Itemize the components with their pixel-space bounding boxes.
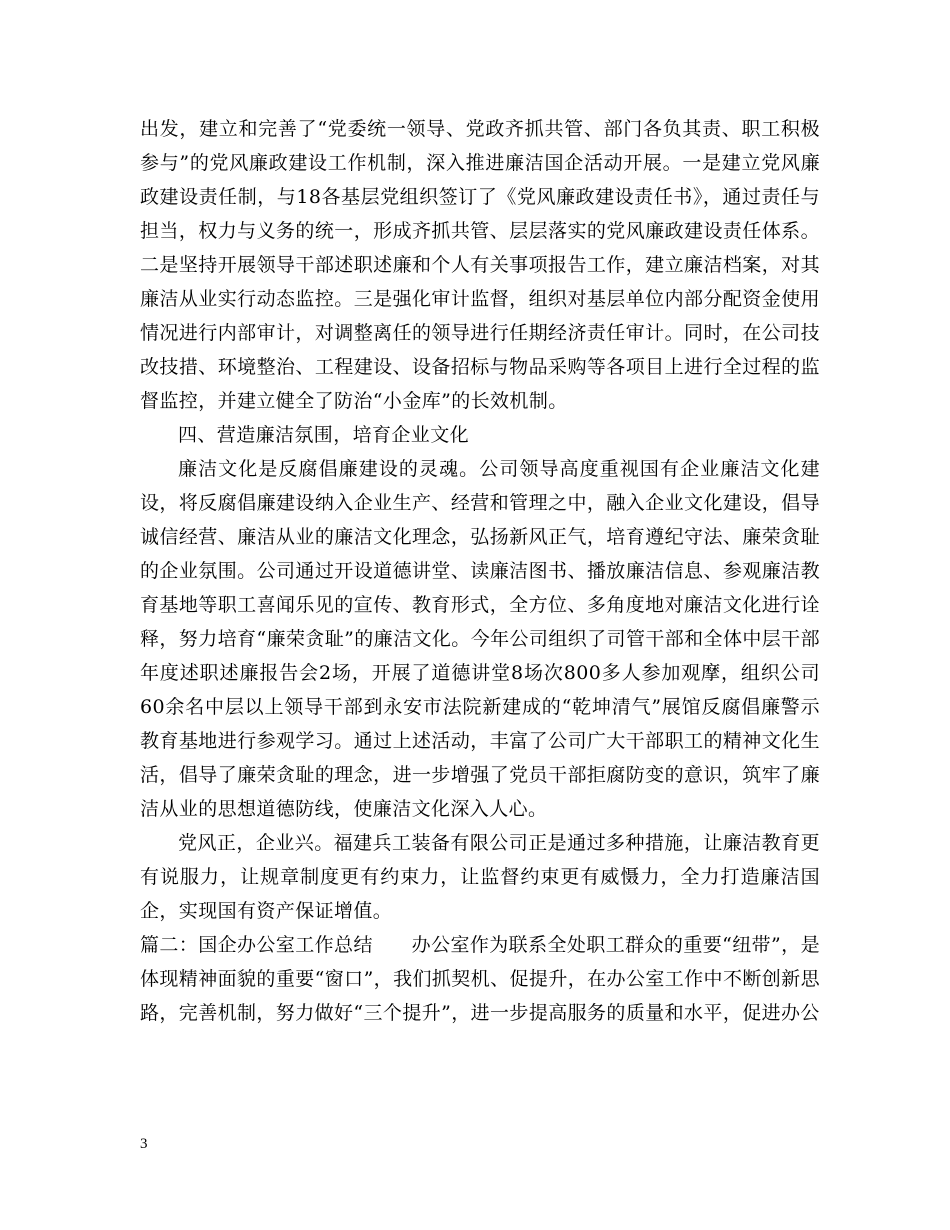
paragraph-continuation: 出发，建立和完善了“党委统一领导、党政齐抓共管、部门各负其责、职工积极参与”的党风廉政建设工作机制，深入推进廉洁国企活动开展。一是建立党风廉政建设责任制，与18各基层党组织签订了《党风廉政建设责任书》，通过责任与担当，权力与义务的统一，形成齐抓共管、层层落实的党风廉政建设责任体系。二是坚持开展领导干部述职述廉和个人有关事项报告工作，建立廉洁档案，对其廉洁从业实行动态监控。三是强化审计监督，组织对基层单位内部分配资金使用情况进行内部审计，对调整离任的领导进行任期经济责任审计。同时，在公司技改技措、环境整治、工程建设、设备招标与物品采购等各项目上进行全过程的监督监控，并建立健全了防治“小金库”的长效机制。 <box>140 118 820 412</box>
body-text <box>140 112 820 1030</box>
section-heading-four: 四、营造廉洁氛围，培育企业文化 <box>178 424 470 446</box>
paragraph-culture: 廉洁文化是反腐倡廉建设的灵魂。公司领导高度重视国有企业廉洁文化建设，将反腐倡廉建设纳入企业生产、经营和管理之中，融入企业文化建设，倡导诚信经营、廉洁从业的廉洁文化理念，弘扬新风正气，培育遵纪守法、廉荣贪耻的企业氛围。公司通过开设道德讲堂、读廉洁图书、播放廉洁信息、参观廉洁教育基地等职工喜闻乐见的宣传、教育形式，全方位、多角度地对廉洁文化进行诠释，努力培育“廉荣贪耻”的廉洁文化。今年公司组织了司管干部和全体中层干部年度述职述廉报告会2场，开展了道德讲堂8场次800多人参加观摩，组织公司60余名中层以上领导干部到永安市法院新建成的“乾坤清气”展馆反腐倡廉警示教育基地进行参观学习。通过上述活动，丰富了公司广大干部职工的精神文化生活，倡导了廉荣贪耻的理念，进一步增强了党员干部拒腐防变的意识，筑牢了廉洁从业的思想道德防线，使廉洁文化深入人心。 <box>140 458 820 820</box>
page-number: 3 <box>140 1136 148 1152</box>
paragraph-conclusion: 党风正，企业兴。福建兵工装备有限公司正是通过多种措施，让廉洁教育更有说服力，让规章制度更有约束力，让监督约束更有威慑力，全力打造廉洁国企，实现国有资产保证增值。 <box>140 832 820 922</box>
paragraph-part-two: 篇二：国企办公室工作总结 办公室作为联系全处职工群众的重要“纽带”，是体现精神面貌的重要“窗口”，我们抓契机、促提升，在办公室工作中不断创新思路，完善机制，努力做好“三个提升”，进一步提高服务的质量和水平，促进办公 <box>140 934 820 1024</box>
